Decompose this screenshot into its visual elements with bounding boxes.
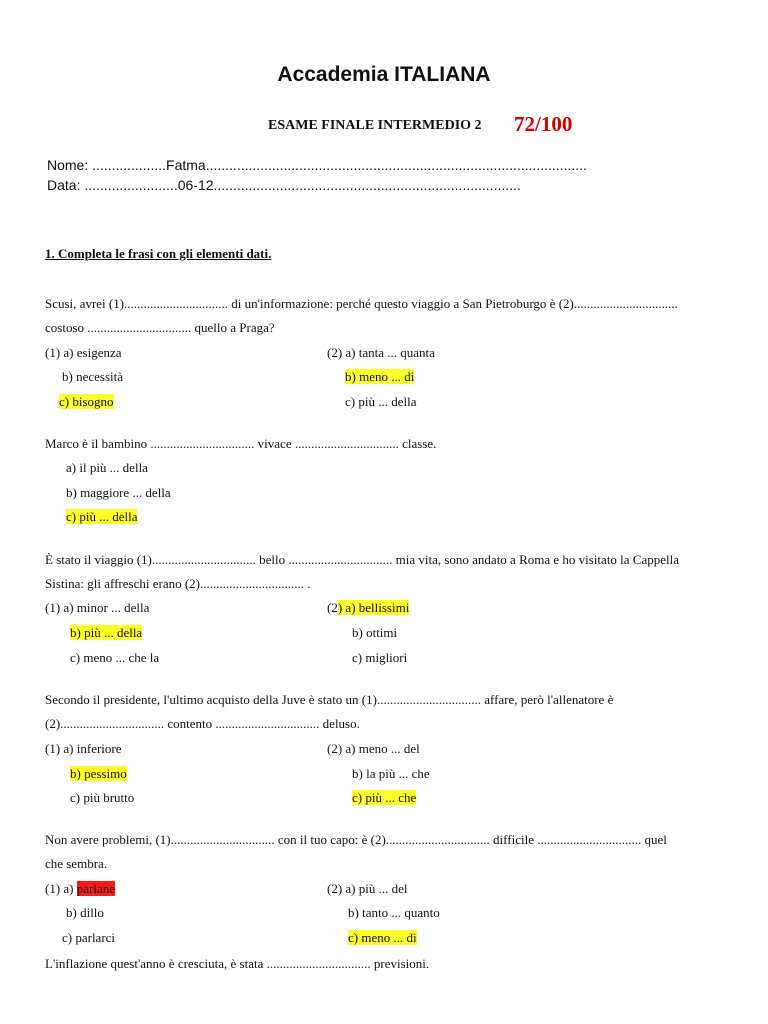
q5-option-1b: b) dillo bbox=[66, 905, 104, 920]
section-heading: 1. Completa le frasi con gli elementi dati. bbox=[45, 246, 272, 261]
q4-option-2b: b) la più ... che bbox=[352, 766, 430, 781]
q4-option-1a: (1) a) inferiore bbox=[45, 741, 122, 756]
option-text: a) minor ... della bbox=[63, 600, 150, 615]
q3-option-2c: c) migliori bbox=[352, 650, 408, 665]
q3-option-2a bbox=[327, 601, 409, 614]
answer-highlight: b) pessimo bbox=[70, 766, 127, 781]
q3-option-1c: c) meno ... che la bbox=[70, 650, 160, 665]
q5-option-2a: (2) a) più ... del bbox=[327, 881, 408, 896]
q1-option-2c: c) più ... della bbox=[345, 394, 417, 409]
q1-option-1c bbox=[59, 395, 114, 408]
document-title: Accademia ITALIANA bbox=[277, 63, 491, 86]
exam-subtitle: ESAME FINALE INTERMEDIO 2 bbox=[268, 118, 482, 133]
option-prefix: (1) bbox=[45, 600, 64, 615]
question-3-line-1: È stato il viaggio (1)................................ bello ................................ mia vita, sono andato a Roma e ho visitato la Cappella bbox=[45, 552, 680, 567]
q4-option-2c bbox=[352, 791, 416, 804]
score: 72/100 bbox=[514, 112, 573, 136]
q5-option-1a bbox=[45, 882, 115, 895]
name-line: Nome: ...................Fatma.................................................................................................. bbox=[47, 157, 587, 173]
q4-option-1b bbox=[70, 767, 127, 780]
answer-highlight: b) meno ... di bbox=[345, 369, 415, 384]
wrong-answer-highlight: parlane bbox=[76, 881, 116, 896]
q4-option-1c: c) più brutto bbox=[70, 790, 135, 805]
date-line: Data: ........................06-12............................................................................... bbox=[47, 177, 521, 193]
option-prefix: (2 bbox=[327, 600, 338, 615]
answer-highlight: c) più ... che bbox=[352, 790, 417, 805]
question-6-line-1: L'inflazione quest'anno è cresciuta, è stata ................................ previsioni. bbox=[45, 956, 430, 971]
q2-option-c bbox=[66, 510, 137, 523]
question-1-line-1: Scusi, avrei (1)................................ di un'informazione: perché questo viaggio a San Pietroburgo è (2)................................ bbox=[45, 296, 678, 311]
answer-highlight: ) a) bellissimi bbox=[337, 600, 410, 615]
question-4-line-2: (2)................................ contento ................................ deluso. bbox=[45, 716, 360, 731]
answer-highlight: b) più ... della bbox=[70, 625, 143, 640]
answer-highlight: c) bisogno bbox=[59, 394, 114, 409]
q2-option-a: a) il più ... della bbox=[66, 460, 148, 475]
question-4-line-1: Secondo il presidente, l'ultimo acquisto della Juve è stato un (1)................................ affare, però l'allenatore è bbox=[45, 692, 614, 707]
q2-option-b: b) maggiore ... della bbox=[66, 485, 171, 500]
q1-option-2a: (2) a) tanta ... quanta bbox=[327, 345, 435, 360]
question-3-line-2: Sistina: gli affreschi erano (2)................................ . bbox=[45, 576, 311, 591]
q5-option-2c bbox=[348, 931, 417, 944]
answer-highlight: c) meno ... di bbox=[348, 930, 417, 945]
q3-option-2b: b) ottimi bbox=[352, 625, 398, 640]
q5-option-1c: c) parlarci bbox=[62, 930, 116, 945]
question-5-line-1: Non avere problemi, (1)................................ con il tuo capo: è (2)................................ difficile ................................ quel bbox=[45, 832, 667, 847]
question-2-line-1: Marco è il bambino ................................ vivace ................................ classe. bbox=[45, 436, 437, 451]
q4-option-2a: (2) a) meno ... del bbox=[327, 741, 420, 756]
answer-highlight: c) più ... della bbox=[66, 509, 138, 524]
question-1-line-2: costoso ................................ quello a Praga? bbox=[45, 320, 275, 335]
q3-option-1a bbox=[45, 601, 149, 614]
question-5-line-2: che sembra. bbox=[45, 856, 108, 871]
option-prefix: (1) a) bbox=[45, 881, 77, 896]
q1-option-1b: b) necessità bbox=[62, 369, 124, 384]
q1-option-2b bbox=[345, 370, 414, 383]
q3-option-1b bbox=[70, 626, 142, 639]
q5-option-2b: b) tanto ... quanto bbox=[348, 905, 440, 920]
q1-option-1a: (1) a) esigenza bbox=[45, 345, 122, 360]
